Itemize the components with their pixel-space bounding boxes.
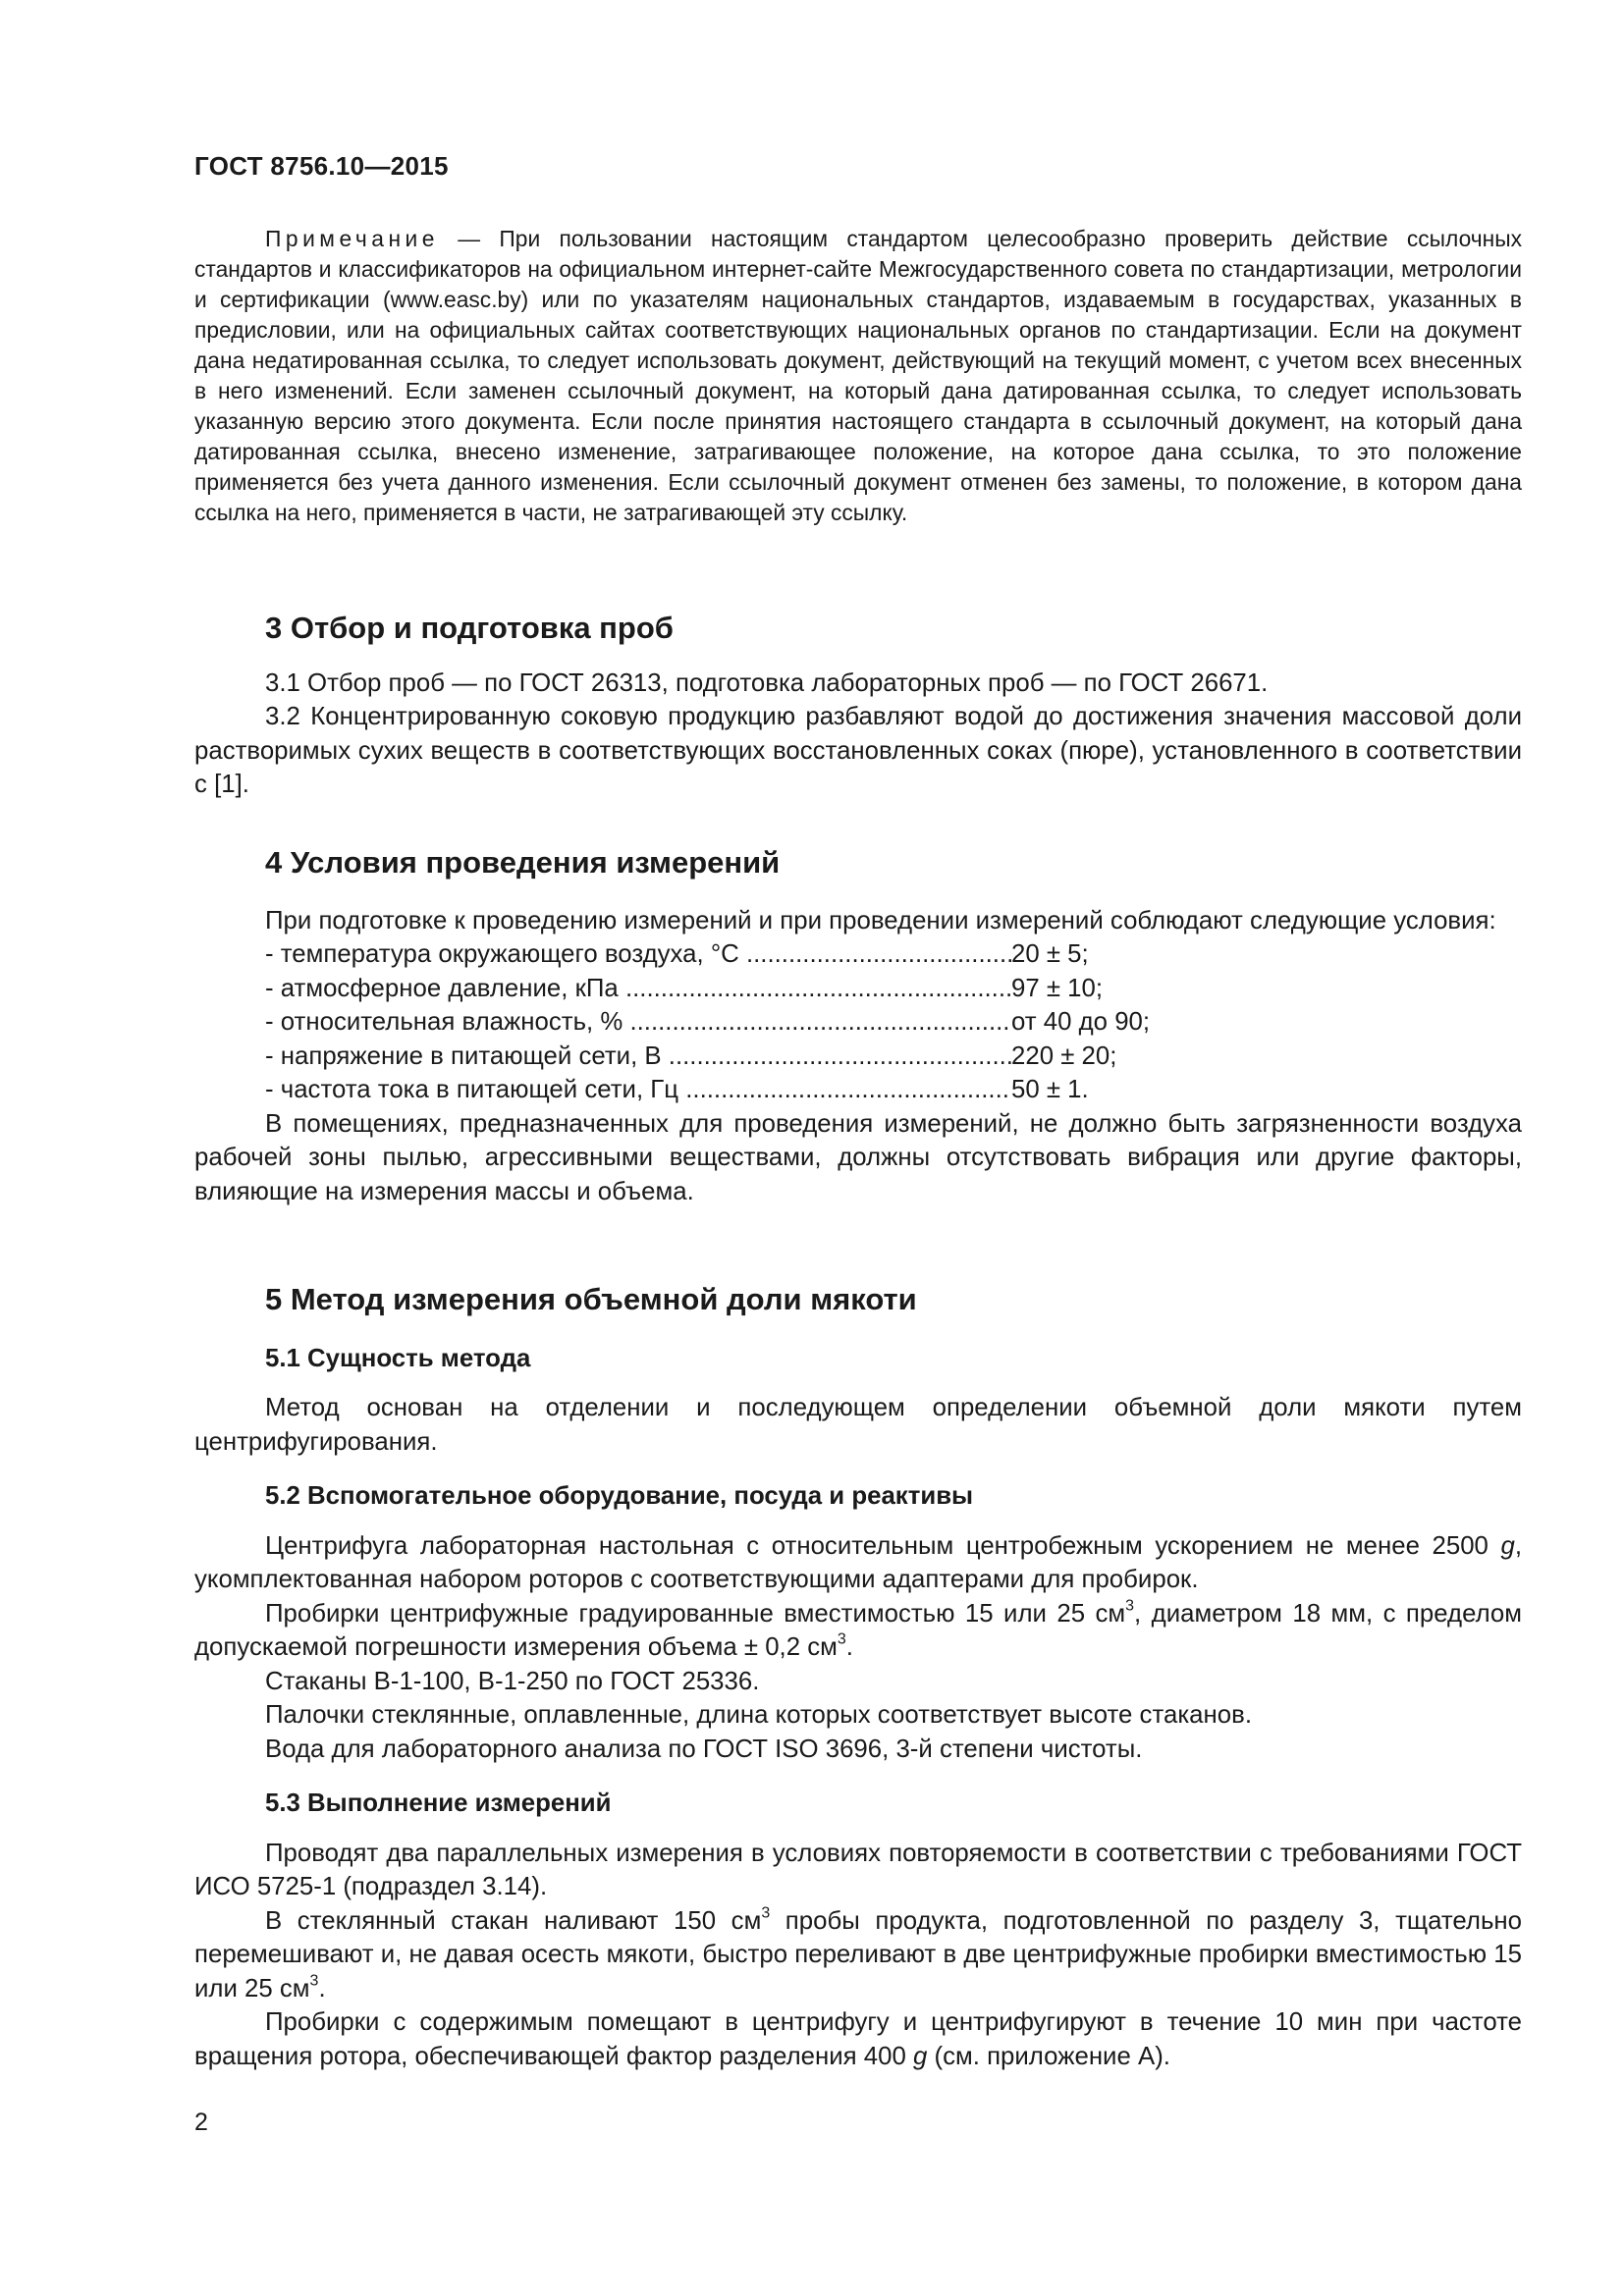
subsection-5-2-p4: Палочки стеклянные, оплавленные, длина которых соответствует высоте стаканов. [265,1701,1252,1729]
subsection-5-2-p5: Вода для лабораторного анализа по ГОСТ ISO 3696, 3-й степени чистоты. [265,1735,1143,1763]
superscript: 3 [837,1630,846,1648]
note-text: — При пользовании настоящим стандартом целесообразно проверить действие ссылочных стандартов и классификаторов на официальном интернет-сайте Межгосударственного совета по стандартизации, метрологии и сертификации (www.easc.by) или по указателям национальных стандартов, издаваемым в государствах, указанных в предисловии, или на официальных сайтах соответствующих национальных органов по стандартизации. Если на документ дана недатированная ссылка, то следует использовать документ, действующий на текущий момент, с учетом всех внесенных в него изменений. Если заменен ссылочный документ, на который дана датированная ссылка, то следует использовать указанную версию этого документа. Если после принятия настоящего стандарта в ссылочный документ, на который дана датированная ссылка, внесено изменение, затрагивающее положение, на которое дана ссылка, то это положение применяется без учета данного изменения. Если ссылочный документ отменен без замены, то положение, в котором дана ссылка на него, применяется в части, не затрагивающей эту ссылку. [194,226,1522,525]
text-run: (см. приложение А). [927,2042,1170,2070]
subsection-5-3-p1: Проводят два параллельных измерения в условиях повторяемости в соответствии с требованиями ГОСТ ИСО 5725-1 (подраздел 3.14). [194,1839,1522,1900]
section-3-2: 3.2 Концентрированную соковую продукцию разбавляют водой до достижения значения массовой доли растворимых сухих веществ в соответствующих восстановленных соках (пюре), установленного в соответствии с [1]. [194,703,1522,798]
subsection-5-2-p1 [194,1529,1522,1597]
text-run: Центрифуга лабораторная настольная с относительным центробежным ускорением не менее 2500 [265,1531,1501,1560]
text-run: Пробирки с содержимым помещают в центрифугу и центрифугируют в течение 10 мин при частоте вращения ротора, обеспечивающей фактор разделения 400 [194,2008,1522,2070]
section-4-heading: 4 Условия проведения измерений [265,845,781,880]
condition-value: 20 ± 5; [1011,940,1089,968]
condition-label: - частота тока в питающей сети, Гц ..... [265,1073,1011,1107]
list-item [194,1073,1522,1107]
page-number: 2 [194,2109,208,2136]
superscript: 3 [309,1971,319,1989]
condition-value: 220 ± 20; [1011,1041,1117,1070]
superscript: 3 [761,1903,771,1921]
text-run: , диаметром 18 мм, с пределом допускаемой погрешности измерения объема ± 0,2 см [194,1599,1522,1661]
condition-value: 97 ± 10; [1011,974,1104,1002]
section-3-heading: 3 Отбор и подготовка проб [265,611,674,645]
text-run: , укомплектованная набором роторов с соответствующими адаптерами для пробирок. [194,1531,1522,1593]
note-label: Примечание [265,226,439,251]
subsection-5-2-p3: Стаканы В-1-100, В-1-250 по ГОСТ 25336. [265,1667,760,1695]
superscript: 3 [1125,1596,1135,1614]
list-item [194,1040,1522,1074]
section-3 [194,612,1522,802]
condition-label: - температура окружающего воздуха, °С ..... [265,937,1011,972]
subsection-5-3-p2 [194,1904,1522,2006]
conditions-list [194,937,1522,1107]
subsection-5-2-heading: 5.2 Вспомогательное оборудование, посуда и реактивы [265,1482,974,1510]
subsection-5-1-heading: 5.1 Сущность метода [265,1344,531,1372]
text-run: . [845,1633,853,1661]
text-run: пробы продукта, подготовленной по разделу 3, тщательно перемешивают и, не давая осесть мякоти, быстро переливают в две центрифужные пробирки вместимостью 15 или 25 см [194,1906,1522,2002]
section-5-heading: 5 Метод измерения объемной доли мякоти [265,1282,917,1316]
list-item [194,1005,1522,1040]
g-symbol: g [913,2042,928,2070]
subsection-5-1-text: Метод основан на отделении и последующем определении объемной доли мякоти путем центрифугирования. [194,1394,1522,1456]
note-paragraph [194,224,1522,528]
list-item [194,972,1522,1006]
note-block [194,224,1522,528]
section-3-1: 3.1 Отбор проб — по ГОСТ 26313, подготовка лабораторных проб — по ГОСТ 26671. [265,668,1269,697]
subsection-5-3-p3 [194,2005,1522,2073]
document-header: ГОСТ 8756.10—2015 [194,151,449,181]
section-5 [194,1283,1522,2073]
text-run: . [318,1974,326,2002]
subsection-5-2-p2 [194,1597,1522,1665]
g-symbol: g [1500,1531,1515,1560]
condition-value: от 40 до 90; [1011,1008,1151,1036]
condition-label: - атмосферное давление, кПа ..... [265,972,1011,1006]
section-4 [194,846,1522,1208]
text-run: В стеклянный стакан наливают 150 см [265,1906,762,1935]
section-4-closing: В помещениях, предназначенных для проведения измерений, не должно быть загрязненности воздуха рабочей зоны пылью, агрессивными веществами, должны отсутствовать вибрация или другие факторы, влияющие на измерения массы и объема. [194,1109,1522,1205]
condition-label: - напряжение в питающей сети, В ..... [265,1040,1011,1074]
section-4-intro: При подготовке к проведению измерений и при проведении измерений соблюдают следующие условия: [265,906,1496,934]
subsection-5-3-heading: 5.3 Выполнение измерений [265,1789,612,1817]
text-run: Пробирки центрифужные градуированные вместимостью 15 или 25 см [265,1599,1126,1628]
list-item [194,937,1522,972]
condition-label: - относительная влажность, % ..... [265,1005,1011,1040]
condition-value: 50 ± 1. [1011,1076,1089,1103]
